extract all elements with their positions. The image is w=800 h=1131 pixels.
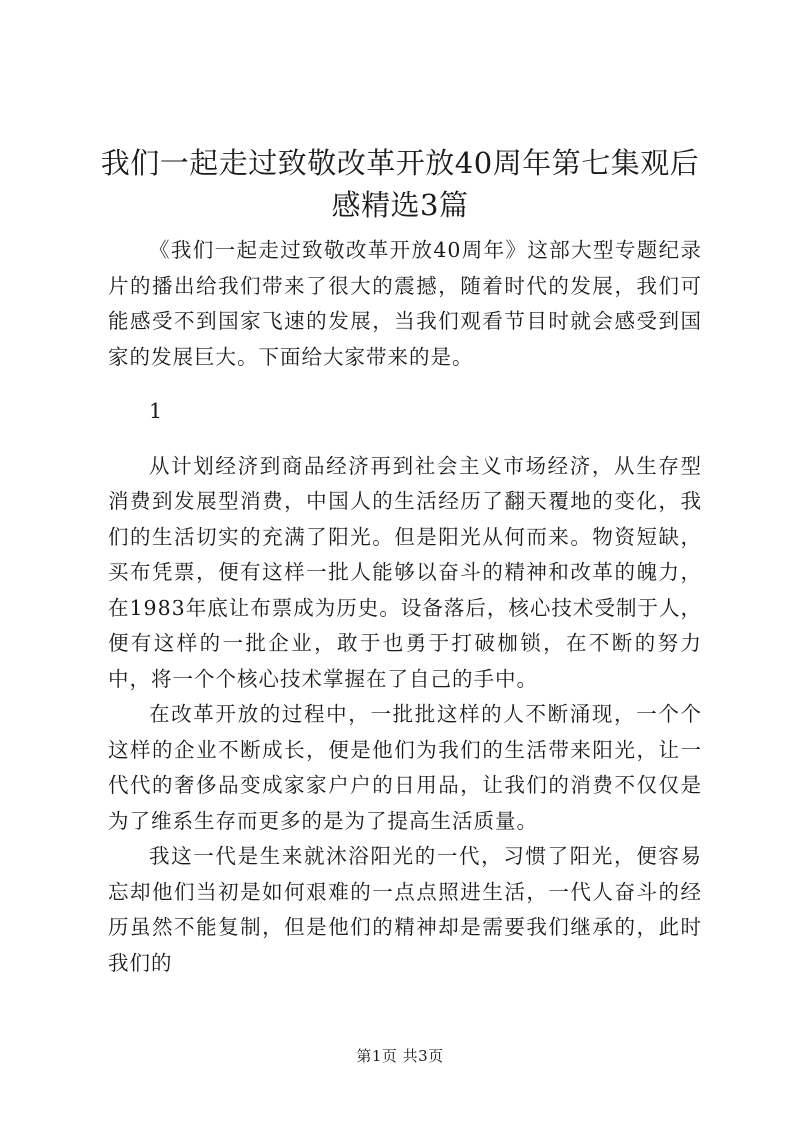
body-paragraph: 从计划经济到商品经济再到社会主义市场经济，从生存型消费到发展型消费，中国人的生活经历了翻天覆地的变化，我们的生活切实的充满了阳光。但是阳光从何而来。物资短缺，买布凭票，便有这样一批人能够以奋斗的精神和改革的魄力，在1983年底让布票成为历史。设备落后，核心技术受制于人，便有这样的一批企业，敢于也勇于打破枷锁，在不断的努力中，将一个个核心技术掌握在了自己的手中。: [108, 453, 702, 691]
section-number: 1: [149, 399, 163, 423]
document-body: [108, 233, 702, 981]
document-title: 我们一起走过致敬改革开放40周年第七集观后感精选3篇: [100, 146, 700, 222]
body-paragraph: 在改革开放的过程中，一批批这样的人不断涌现，一个个这样的企业不断成长，便是他们为我们的生活带来阳光，让一代代的奢侈品变成家家户户的日用品，让我们的消费不仅仅是为了维系生存而更多的是为了提高生活质量。: [108, 702, 702, 833]
page-footer: 第1页 共3页: [356, 1047, 444, 1065]
intro-paragraph: 《我们一起走过致敬改革开放40周年》这部大型专题纪录片的播出给我们带来了很大的震撼，随着时代的发展，我们可能感受不到国家飞速的发展，当我们观看节目时就会感受到国家的发展巨大。下面给大家带来的是。: [108, 238, 702, 369]
body-paragraph: 我这一代是生来就沐浴阳光的一代，习惯了阳光，便容易忘却他们当初是如何艰难的一点点照进生活，一代人奋斗的经历虽然不能复制，但是他们的精神却是需要我们继承的，此时我们的: [108, 844, 702, 975]
